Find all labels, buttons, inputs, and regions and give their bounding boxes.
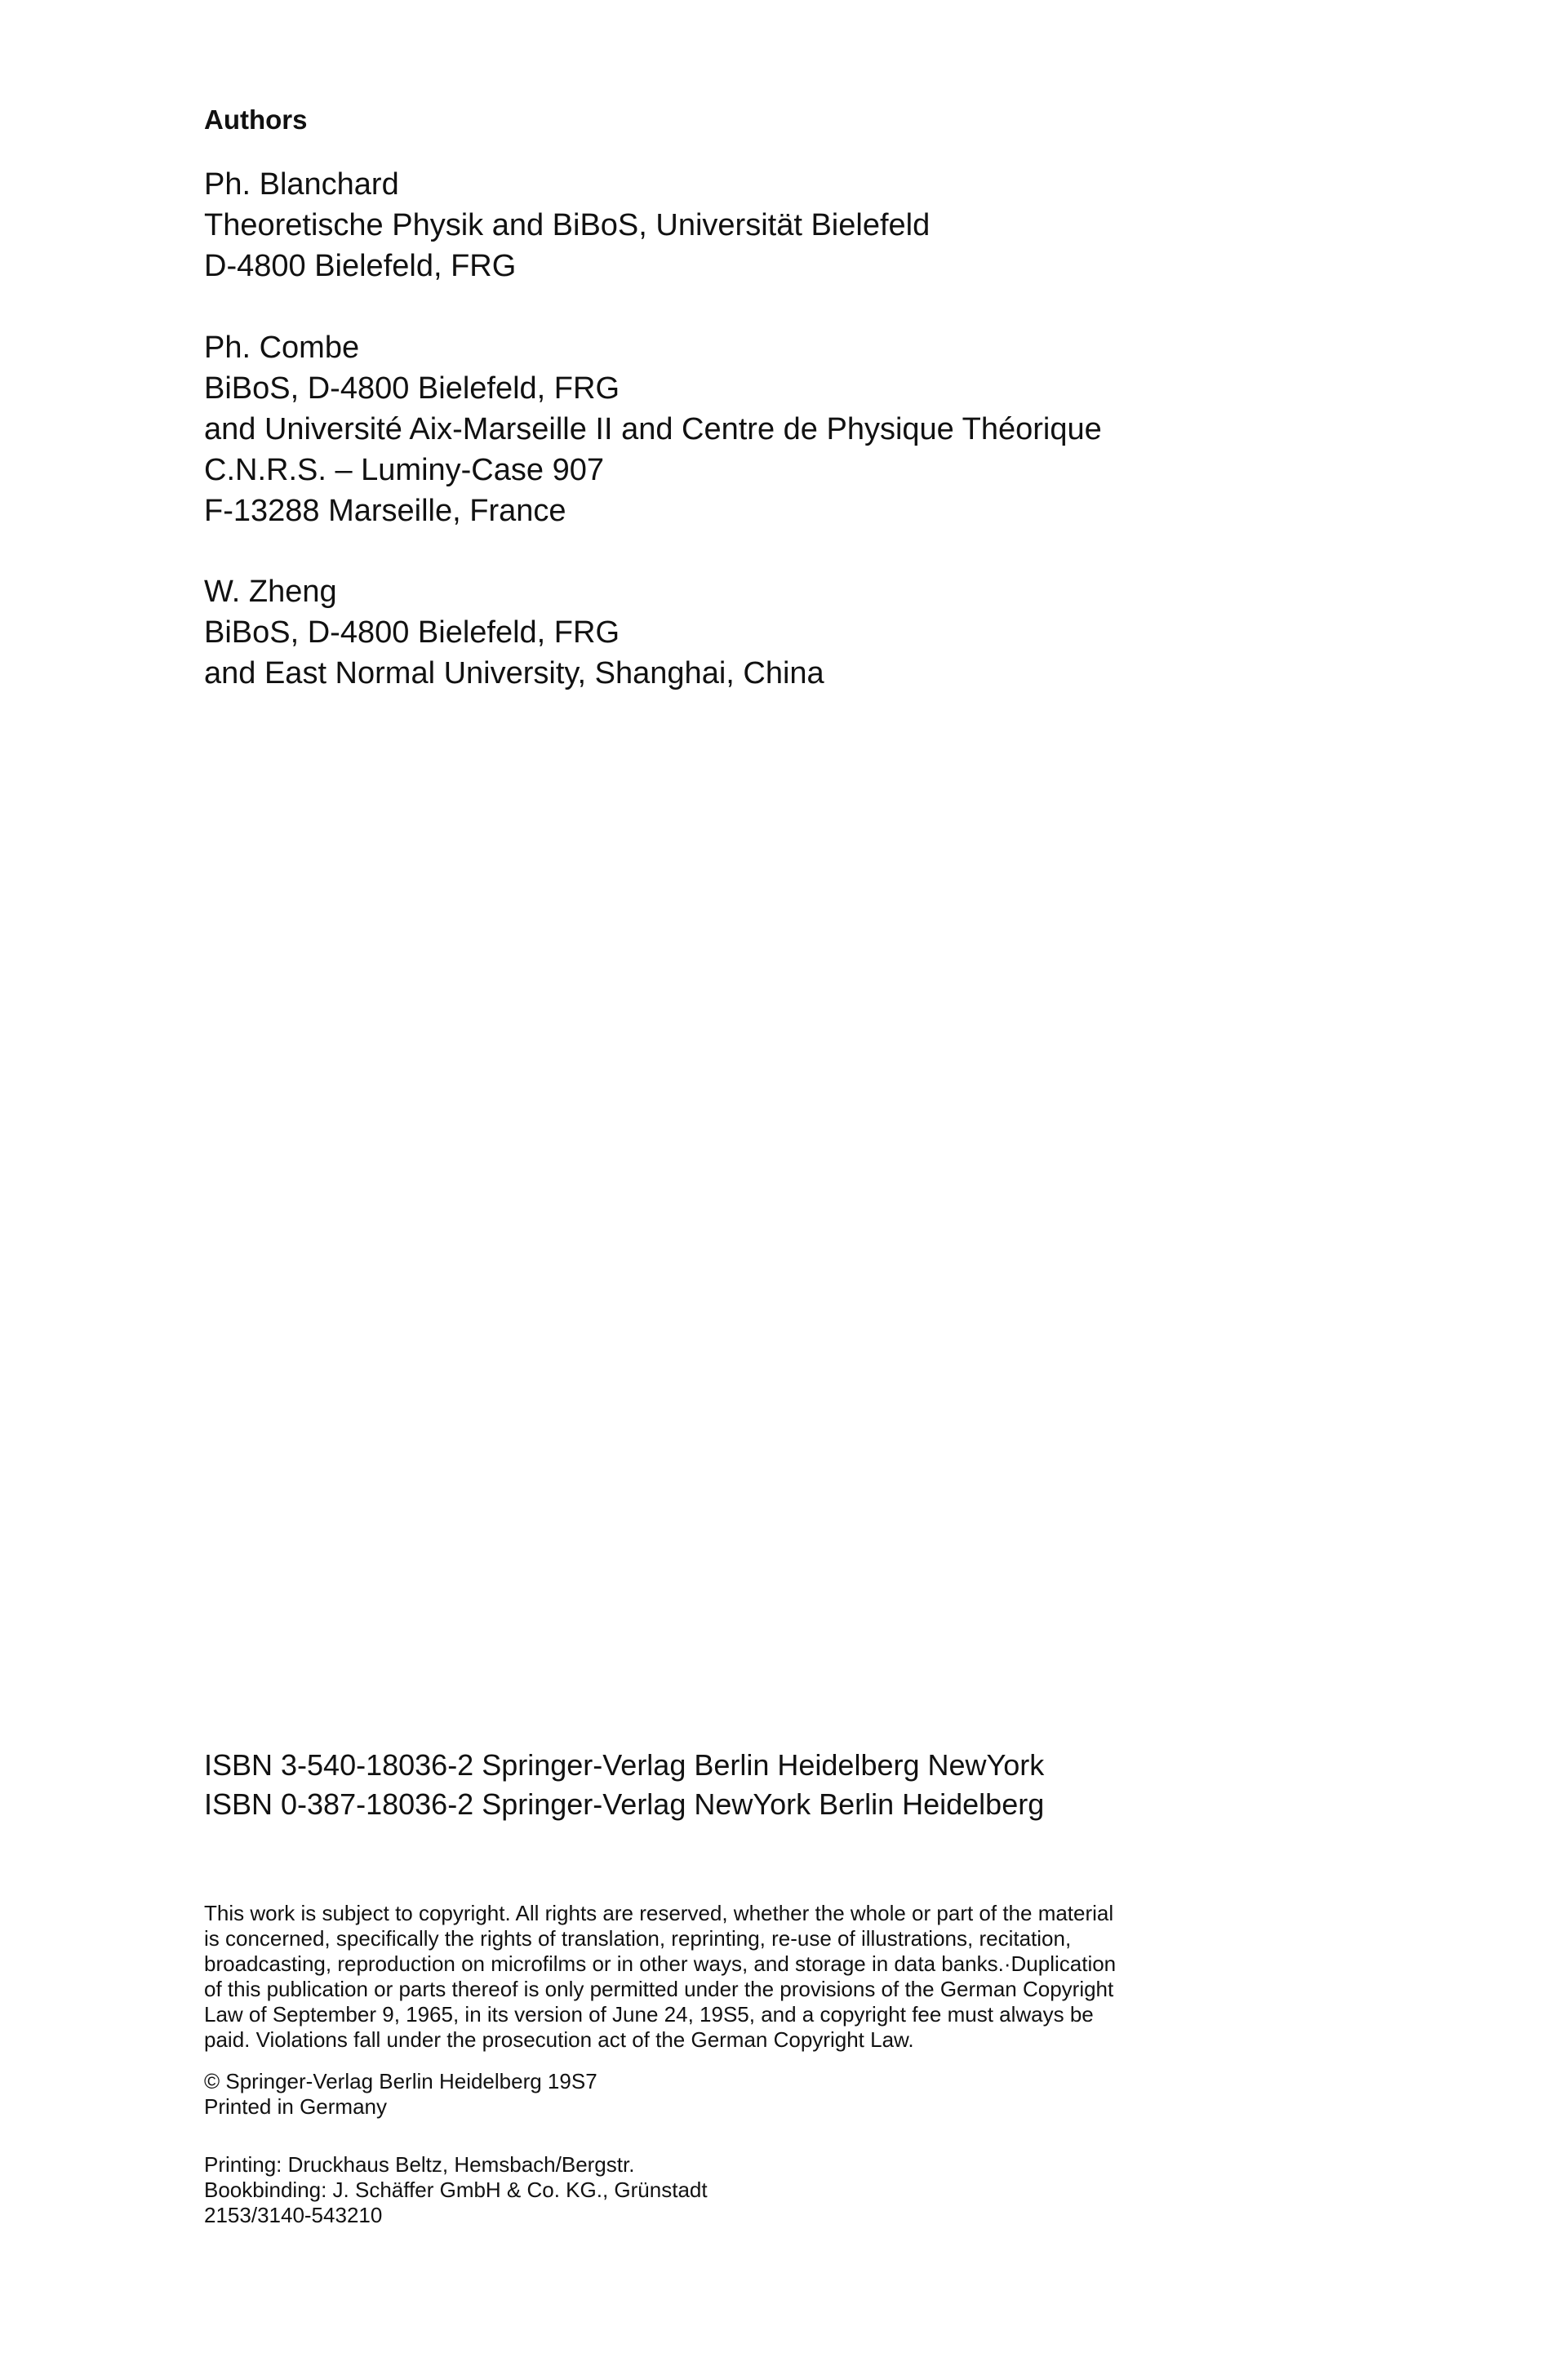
- author-entry: [204, 164, 930, 286]
- isbn-line: ISBN 0-387-18036-2 Springer-Verlag NewYork Berlin Heidelberg: [204, 1787, 1045, 1821]
- copyright-notice-line: broadcasting, reproduction on microfilms or in other ways, and storage in data banks.·Duplication: [204, 1951, 1117, 1976]
- copyright-notice-line: This work is subject to copyright. All rights are reserved, whether the whole or part of the material: [204, 1901, 1114, 1925]
- author-name: Ph. Blanchard: [204, 167, 399, 202]
- copyright-notice-line: Law of September 9, 1965, in its version of June 24, 19S5, and a copyright fee must always be: [204, 2002, 1094, 2027]
- copyright-notice-line: is concerned, specifically the rights of translation, reprinting, re-use of illustrations, recitation,: [204, 1926, 1072, 1951]
- printed-in: Printed in Germany: [204, 2094, 387, 2119]
- copyright-notice-line: paid. Violations fall under the prosecution act of the German Copyright Law.: [204, 2027, 914, 2052]
- author-name: W. Zheng: [204, 575, 337, 609]
- isbn-line: ISBN 3-540-18036-2 Springer-Verlag Berlin Heidelberg NewYork: [204, 1748, 1045, 1782]
- author-affiliation-line: Theoretische Physik and BiBoS, Universität Bielefeld: [204, 208, 931, 242]
- copyright-statement: [204, 2069, 1233, 2120]
- author-affiliation-line: D-4800 Bielefeld, FRG: [204, 249, 517, 283]
- copyright-notice: [204, 1901, 1233, 2053]
- authors-heading: Authors: [204, 104, 308, 135]
- author-affiliation-line: BiBoS, D-4800 Bielefeld, FRG: [204, 371, 620, 406]
- printer-credit: Printing: Druckhaus Beltz, Hemsbach/Bergstr.: [204, 2152, 635, 2177]
- isbn-block: [204, 1746, 1044, 1824]
- copyright-holder: © Springer-Verlag Berlin Heidelberg 19S7: [204, 2069, 597, 2093]
- author-affiliation-line: F-13288 Marseille, France: [204, 494, 566, 528]
- author-entry: [204, 571, 824, 694]
- author-name: Ph. Combe: [204, 331, 360, 365]
- author-affiliation-line: C.N.R.S. – Luminy-Case 907: [204, 453, 604, 487]
- author-affiliation-line: and East Normal University, Shanghai, China: [204, 656, 824, 690]
- author-affiliation-line: BiBoS, D-4800 Bielefeld, FRG: [204, 615, 620, 650]
- author-affiliation-line: and Université Aix-Marseille II and Centre de Physique Théorique: [204, 412, 1102, 446]
- bookbinding-credit: Bookbinding: J. Schäffer GmbH & Co. KG., Grünstadt: [204, 2178, 708, 2202]
- author-entry: [204, 327, 1102, 531]
- copyright-notice-line: of this publication or parts thereof is only permitted under the provisions of the German Copyright: [204, 1977, 1114, 2001]
- catalog-number: 2153/3140-543210: [204, 2203, 383, 2227]
- printing-credits: [204, 2152, 1233, 2228]
